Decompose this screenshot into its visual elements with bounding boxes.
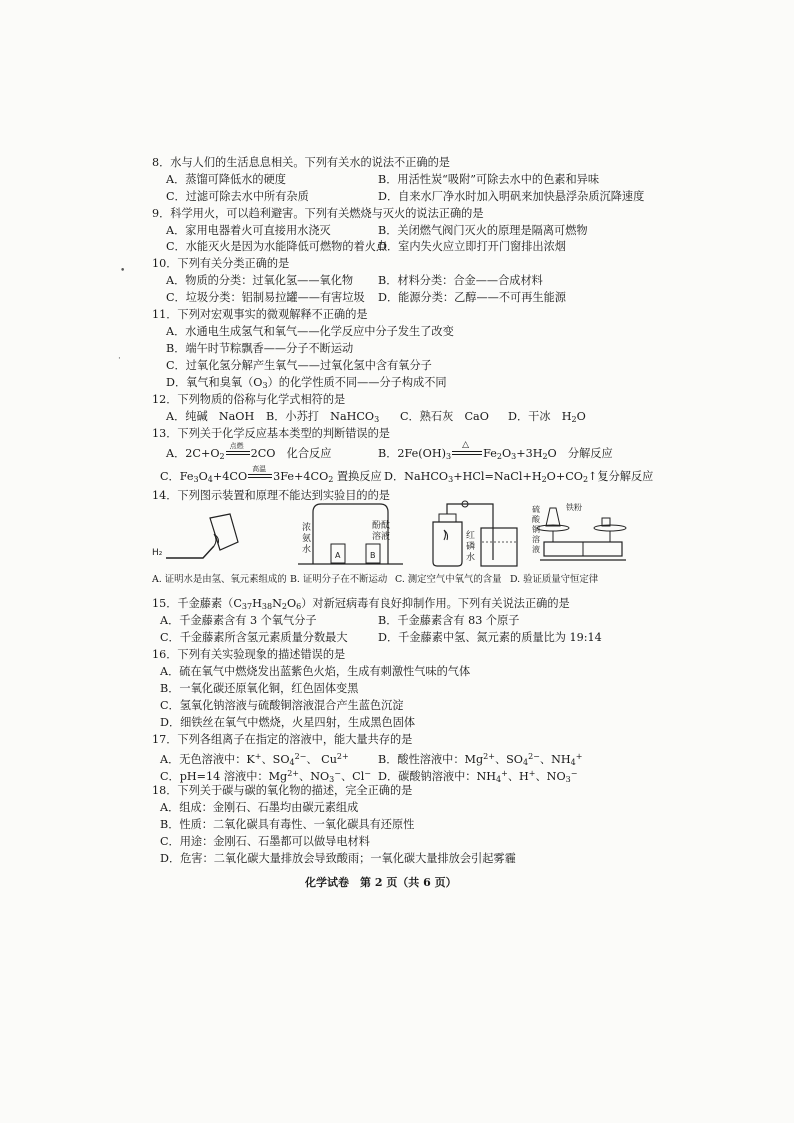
- q16-option-c: C．氢氧化钠溶液与硫酸铜溶液混合产生蓝色沉淀: [160, 699, 404, 712]
- q14-figures: [148, 500, 658, 570]
- h2-label: H₂: [152, 548, 163, 558]
- q13-option-d: D．$NaHCO_3+HCl=NaCl+H_2O+CO_2↑$复分解反应: [384, 470, 654, 484]
- q17-stem: 17．下列各组离子在指定的溶液中，能大量共存的是: [152, 733, 413, 746]
- q11-stem: 11．下列对宏观事实的微观解释不正确的是: [152, 308, 368, 321]
- q10-option-d: D．能源分类：乙醇——不可再生能源: [378, 291, 566, 304]
- q13-stem: 13．下列关于化学反应基本类型的判断错误的是: [152, 427, 390, 440]
- q17-option-a: A．无色溶液中：K+、$SO_4^{2-}$、 $Cu^{2+}$: [160, 752, 349, 767]
- q14-caption-c: C. 测定空气中氧气的含量: [395, 574, 502, 585]
- q9-option-a: A．家用电器着火可直接用水浇灭: [166, 224, 331, 237]
- q13-option-a: A．$2C+O_2$ 点燃 2CO 化合反应: [166, 442, 332, 461]
- q12-option-d: D．干冰 $H_2O$: [508, 410, 586, 424]
- q12-option-c: C．熟石灰 CaO: [400, 410, 489, 423]
- phenol-label-2: 溶液: [372, 532, 391, 542]
- q14-caption-a: A. 证明水是由氢、氧元素组成的: [152, 574, 287, 585]
- q14-caption-d: D. 验证质量守恒定律: [510, 574, 599, 585]
- figure-d-balance: [532, 502, 626, 560]
- cuso4-label-4: 溶: [532, 535, 540, 544]
- q16-stem: 16．下列有关实验现象的描述错误的是: [152, 648, 346, 661]
- figure-c-oxygen-content: [433, 501, 517, 566]
- ammonia-label-3: 水: [302, 545, 312, 555]
- q15-option-b: B．千金藤素含有 83 个原子: [378, 614, 520, 627]
- q12-option-b: B．小苏打 NaHCO$_3$: [266, 410, 380, 424]
- q17-option-b: B．酸性溶液中：$Mg^{2+}$、$SO_4^{2-}$、$NH_4^+$: [378, 752, 583, 767]
- q9-option-c: C．水能灭火是因为水能降低可燃物的着火点: [166, 240, 388, 253]
- q18-option-a: A．组成：金刚石、石墨均由碳元素组成: [160, 801, 359, 814]
- iron-powder-label: 铁粉: [566, 503, 582, 512]
- q9-option-d: D．室内失火应立即打开门窗排出浓烟: [378, 240, 566, 253]
- q10-option-c: C．垃圾分类：铝制易拉罐——有害垃圾: [166, 291, 365, 304]
- q8-option-c: C．过滤可除去水中所有杂质: [166, 190, 309, 203]
- gas-tube: [166, 546, 214, 558]
- beaker-b-label: B: [370, 551, 376, 560]
- q17-option-d: D．碳酸钠溶液中：$NH_4^+$、H+、$NO_3^-$: [378, 769, 578, 784]
- q8-option-a: A．蒸馏可降低水的硬度: [166, 173, 286, 186]
- q10-option-a: A．物质的分类：过氧化氢——氧化物: [166, 274, 354, 287]
- ammonia-label-1: 浓: [302, 523, 312, 533]
- cuso4-label-2: 酸: [532, 515, 540, 524]
- q18-stem: 18．下列关于碳与碳的氧化物的描述，完全正确的是: [152, 784, 413, 797]
- q14-stem: 14．下列图示装置和原理不能达到实验目的的是: [152, 489, 390, 502]
- q12-option-a: A．纯碱 NaOH: [166, 410, 255, 423]
- q11-option-d: D．氧气和臭氧$(O_3)$的化学性质不同——分子构成不同: [166, 376, 447, 390]
- q18-option-b: B．性质：二氧化碳具有毒性、一氧化碳具有还原性: [160, 818, 415, 831]
- phenol-label-1: 酚酞: [372, 521, 391, 531]
- q10-option-b: B．材料分类：合金——合成材料: [378, 274, 543, 287]
- q12-stem: 12．下列物质的俗称与化学式相符的是: [152, 393, 346, 406]
- q8-option-b: B．用活性炭“吸附”可除去水中的色素和异味: [378, 173, 600, 186]
- cuso4-label-5: 液: [532, 545, 540, 554]
- q15-stem: 15．千金藤素$(C_{37}H_{38}N_2O_6)$对新冠病毒有良好抑制作用。下列有关说法正确的是: [152, 597, 570, 611]
- page-footer: 化学试卷 第 2 页（共 6 页）: [305, 876, 457, 889]
- cuso4-label-1: 硫: [532, 505, 540, 514]
- q15-option-d: D．千金藤素中氢、氮元素的质量比为 19:14: [378, 631, 602, 644]
- q16-option-d: D．细铁丝在氧气中燃烧，火星四射，生成黑色固体: [160, 716, 416, 729]
- q16-option-b: B．一氧化碳还原氧化铜，红色固体变黑: [160, 682, 359, 695]
- water-label: 水: [466, 553, 476, 563]
- reaction-arrow-ignite: 点燃: [226, 447, 250, 457]
- margin-dot: •: [120, 266, 126, 276]
- q13-option-b: B．$2Fe(OH)_3$ △ $Fe_2O_3+3H_2O$ 分解反应: [378, 440, 613, 461]
- flask: [546, 508, 560, 526]
- margin-dot: ·: [118, 354, 121, 364]
- figure-b-molecular-motion: [298, 504, 403, 564]
- q8-option-d: D．自来水厂净水时加入明矾来加快悬浮杂质沉降速度: [378, 190, 645, 203]
- q11-option-c: C．过氧化氢分解产生氧气——过氧化氢中含有氧分子: [166, 359, 432, 372]
- q15-option-c: C．千金藤素所含氢元素质量分数最大: [160, 631, 348, 644]
- gas-bottle: [433, 522, 462, 566]
- red-phosphorus-label-1: 红: [466, 531, 476, 541]
- red-phosphorus-label-2: 磷: [466, 542, 476, 552]
- q11-option-a: A．水通电生成氢气和氧气——化学反应中分子发生了改变: [166, 325, 454, 338]
- q8-stem: 8．水与人们的生活息息相关。下列有关水的说法不正确的是: [152, 156, 450, 169]
- q14-caption-b: B. 证明分子在不断运动: [290, 574, 388, 585]
- q9-stem: 9．科学用火，可以趋利避害。下列有关燃烧与灭火的说法正确的是: [152, 207, 484, 220]
- cuso4-label-3: 铜: [532, 525, 540, 534]
- q18-option-c: C．用途：金刚石、石墨都可以做导电材料: [160, 835, 370, 848]
- reaction-arrow-hightemp: 高温: [248, 470, 272, 480]
- q9-option-b: B．关闭燃气阀门灭火的原理是隔离可燃物: [378, 224, 588, 237]
- reaction-arrow-heat: △: [452, 447, 482, 457]
- inverted-beaker: [210, 514, 238, 550]
- q17-option-c: C．pH=14 溶液中：$Mg^{2+}$、$NO_3^-$、Cl−: [160, 769, 371, 784]
- water-beaker: [481, 528, 517, 566]
- q10-stem: 10．下列有关分类正确的是: [152, 257, 290, 270]
- flame-icon: [444, 530, 448, 540]
- ammonia-label-2: 氨: [302, 534, 312, 544]
- beaker-a-label: A: [335, 551, 341, 560]
- figure-a-h2-combustion: [152, 514, 238, 558]
- q11-option-b: B．端午时节粽飘香——分子不断运动: [166, 342, 354, 355]
- q13-option-c: C．$Fe_3O_4+4CO$ 高温 $3Fe+4CO_2$ 置换反应: [160, 465, 382, 484]
- q16-option-a: A．硫在氧气中燃烧发出蓝紫色火焰，生成有刺激性气味的气体: [160, 665, 471, 678]
- stopper: [439, 514, 456, 522]
- q18-option-d: D．危害：二氧化碳大量排放会导致酸雨；一氧化碳大量排放会引起雾霾: [160, 852, 516, 865]
- q15-option-a: A．千金藤素含有 3 个氧气分子: [160, 614, 317, 627]
